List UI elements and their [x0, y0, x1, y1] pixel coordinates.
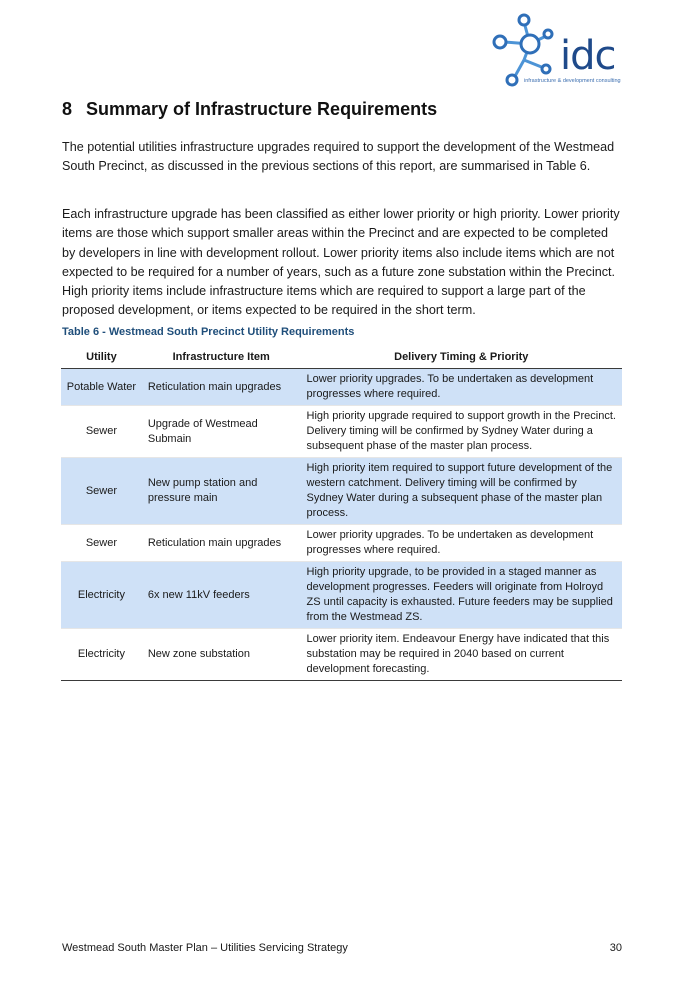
- cell-utility: Sewer: [61, 458, 142, 525]
- cell-item: Reticulation main upgrades: [142, 525, 301, 562]
- cell-utility: Potable Water: [61, 369, 142, 406]
- logo-tagline: infrastructure & development consulting: [524, 78, 621, 84]
- table-row: [61, 369, 622, 406]
- intro-paragraph: The potential utilities infrastructure upgrades required to support the development of the Westmead South Precinct, as discussed in the previous sections of this report, are summarised in Table 6.: [62, 140, 615, 174]
- section-number: 8: [62, 99, 73, 119]
- cell-utility: Sewer: [61, 406, 142, 458]
- header-delivery-timing: Delivery Timing & Priority: [301, 346, 622, 369]
- utility-requirements-table: [61, 346, 622, 681]
- table-row: [61, 406, 622, 458]
- cell-utility: Electricity: [61, 562, 142, 629]
- cell-timing: High priority upgrade required to support growth in the Precinct. Delivery timing will be confirmed by Sydney Water during a subsequent phase of the master plan process.: [301, 406, 622, 458]
- cell-timing: Lower priority upgrades. To be undertaken as development progresses where required.: [301, 369, 622, 406]
- cell-utility: Electricity: [61, 629, 142, 681]
- table-row: [61, 562, 622, 629]
- cell-utility: Sewer: [61, 525, 142, 562]
- cell-timing: Lower priority upgrades. To be undertaken as development progresses where required.: [301, 525, 622, 562]
- logo-text: idc: [560, 33, 616, 79]
- cell-timing: Lower priority item. Endeavour Energy have indicated that this substation may be required in 2040 based on current development forecasting.: [301, 629, 622, 681]
- footer-document-title: Westmead South Master Plan – Utilities Servicing Strategy: [62, 942, 348, 954]
- cell-timing: High priority item required to support future development of the western catchment. Delivery timing will be confirmed by Sydney Water during a subsequent phase of the master plan process.: [301, 458, 622, 525]
- table-row: [61, 629, 622, 681]
- table-header-row: [61, 346, 622, 369]
- cell-item: New pump station and pressure main: [142, 458, 301, 525]
- header-utility: Utility: [61, 346, 142, 369]
- priority-paragraph: Each infrastructure upgrade has been classified as either lower priority or high priority. Lower priority items are those which support smaller areas within the Precinct and are expected to be completed by developers in line with development rollout. Lower priority items also include items which are not expected to be required for a number of years, such as a future zone substation within the Precinct. High priority items include infrastructure items which are required to support a large part of the proposed development, or items expected to be required in the short term.: [62, 207, 620, 318]
- header-infrastructure-item: Infrastructure Item: [142, 346, 301, 369]
- cell-item: Reticulation main upgrades: [142, 369, 301, 406]
- cell-item: 6x new 11kV feeders: [142, 562, 301, 629]
- section-title: Summary of Infrastructure Requirements: [86, 99, 438, 119]
- section-heading: [62, 99, 437, 120]
- page-number: 30: [609, 942, 622, 954]
- cell-item: New zone substation: [142, 629, 301, 681]
- table-caption: Table 6 - Westmead South Precinct Utility Requirements: [62, 326, 355, 338]
- table-row: [61, 458, 622, 525]
- cell-item: Upgrade of Westmead Submain: [142, 406, 301, 458]
- cell-timing: High priority upgrade, to be provided in a staged manner as development progresses. Feeders will originate from Holroyd ZS until capacity is exhausted. Future feeders may be supplied from the Westmead ZS.: [301, 562, 622, 629]
- table-row: [61, 525, 622, 562]
